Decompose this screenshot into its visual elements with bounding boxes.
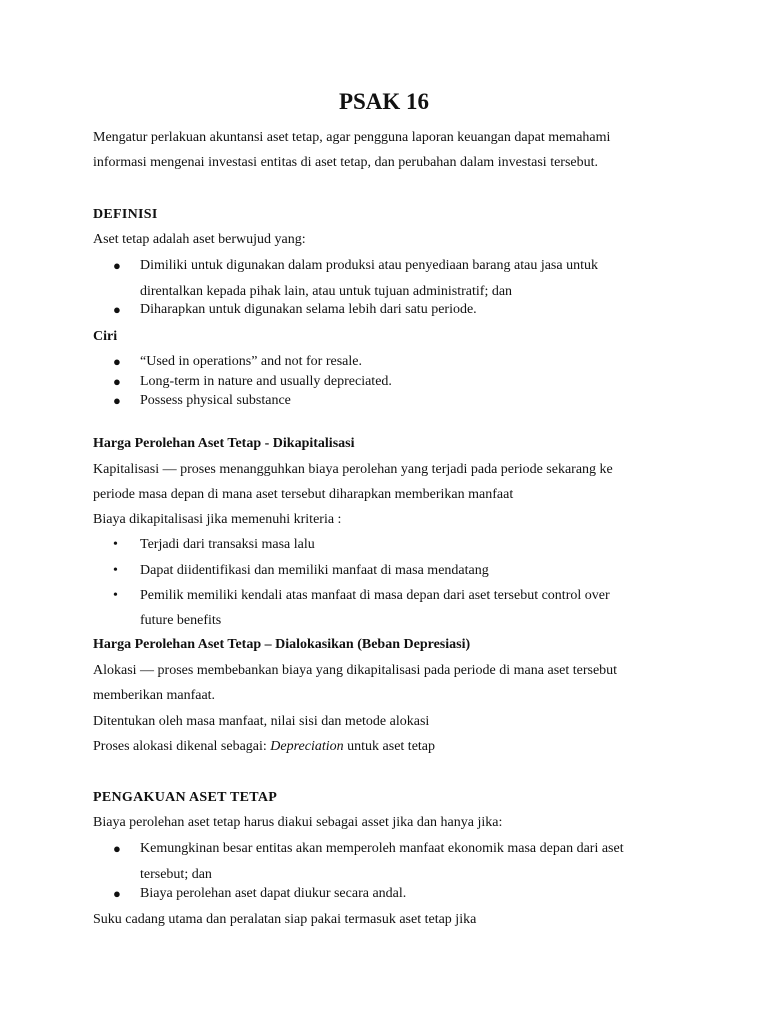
definisi-heading: DEFINISI bbox=[93, 207, 158, 222]
ciri-heading: Ciri bbox=[93, 329, 118, 344]
pengakuan-lead: Biaya perolehan aset tetap harus diakui sebagai asset jika dan hanya jika: bbox=[93, 815, 503, 830]
kapitalisasi-line: Kapitalisasi — proses menangguhkan biaya perolehan yang terjadi pada periode sekarang ke bbox=[93, 462, 613, 477]
pengakuan-bullet: Biaya perolehan aset dapat diukur secara andal. bbox=[140, 886, 407, 901]
bullet-icon: ● bbox=[113, 258, 121, 273]
definisi-bullet: Diharapkan untuk digunakan selama lebih dari satu periode. bbox=[140, 302, 477, 317]
bullet-icon: ● bbox=[113, 393, 121, 408]
pengakuan-bullet-continuation: tersebut; dan bbox=[140, 867, 212, 882]
bullet-icon: ● bbox=[113, 302, 121, 317]
pengakuan-bullet: Kemungkinan besar entitas akan memperoleh manfaat ekonomik masa depan dari aset bbox=[140, 841, 624, 856]
pengakuan-heading: PENGAKUAN ASET TETAP bbox=[93, 790, 278, 805]
bullet-icon: • bbox=[113, 588, 118, 603]
alokasi-line: Alokasi — proses membebankan biaya yang dikapitalisasi pada periode di mana aset tersebut bbox=[93, 663, 618, 678]
ciri-bullet: Possess physical substance bbox=[140, 393, 291, 408]
bullet-icon: ● bbox=[113, 374, 121, 389]
alokasi-heading: Harga Perolehan Aset Tetap – Dialokasikan (Beban Depresiasi) bbox=[93, 637, 471, 652]
definisi-bullet-continuation: direntalkan kepada pihak lain, atau untuk tujuan administratif; dan bbox=[140, 284, 513, 299]
kapitalisasi-bullet: Terjadi dari transaksi masa lalu bbox=[140, 537, 315, 552]
intro-line: informasi mengenai investasi entitas di aset tetap, dan perubahan dalam investasi tersebut. bbox=[93, 155, 599, 170]
ciri-bullet: “Used in operations” and not for resale. bbox=[140, 354, 362, 369]
kapitalisasi-heading: Harga Perolehan Aset Tetap - Dikapitalisasi bbox=[93, 436, 355, 451]
alokasi-line: memberikan manfaat. bbox=[93, 688, 216, 703]
kapitalisasi-line: Biaya dikapitalisasi jika memenuhi kriteria : bbox=[93, 512, 342, 527]
document-title: PSAK 16 bbox=[338, 89, 430, 114]
alokasi-proses-prefix: Proses alokasi dikenal sebagai: bbox=[93, 739, 271, 754]
kapitalisasi-bullet: Pemilik memiliki kendali atas manfaat di masa depan dari aset tersebut control over bbox=[140, 588, 610, 603]
bullet-icon: ● bbox=[113, 841, 121, 856]
bullet-icon: ● bbox=[113, 886, 121, 901]
bullet-icon: ● bbox=[113, 354, 121, 369]
pengakuan-closing: Suku cadang utama dan peralatan siap pakai termasuk aset tetap jika bbox=[93, 912, 477, 927]
alokasi-line: Ditentukan oleh masa manfaat, nilai sisi dan metode alokasi bbox=[93, 714, 430, 729]
bullet-icon: • bbox=[113, 563, 118, 578]
definisi-bullet: Dimiliki untuk digunakan dalam produksi atau penyediaan barang atau jasa untuk bbox=[140, 258, 598, 273]
alokasi-proses-line bbox=[93, 738, 435, 756]
intro-line: Mengatur perlakuan akuntansi aset tetap, agar pengguna laporan keuangan dapat memahami bbox=[93, 130, 611, 145]
kapitalisasi-bullet: Dapat diidentifikasi dan memiliki manfaat di masa mendatang bbox=[140, 563, 489, 578]
kapitalisasi-line: periode masa depan di mana aset tersebut diharapkan memberikan manfaat bbox=[93, 487, 514, 502]
depreciation-term: Depreciation bbox=[270, 739, 344, 754]
alokasi-proses-suffix: untuk aset tetap bbox=[343, 739, 436, 754]
bullet-icon: • bbox=[113, 537, 118, 552]
definisi-lead: Aset tetap adalah aset berwujud yang: bbox=[93, 232, 306, 247]
kapitalisasi-bullet-continuation: future benefits bbox=[140, 613, 222, 628]
ciri-bullet: Long-term in nature and usually depreciated. bbox=[140, 374, 392, 389]
